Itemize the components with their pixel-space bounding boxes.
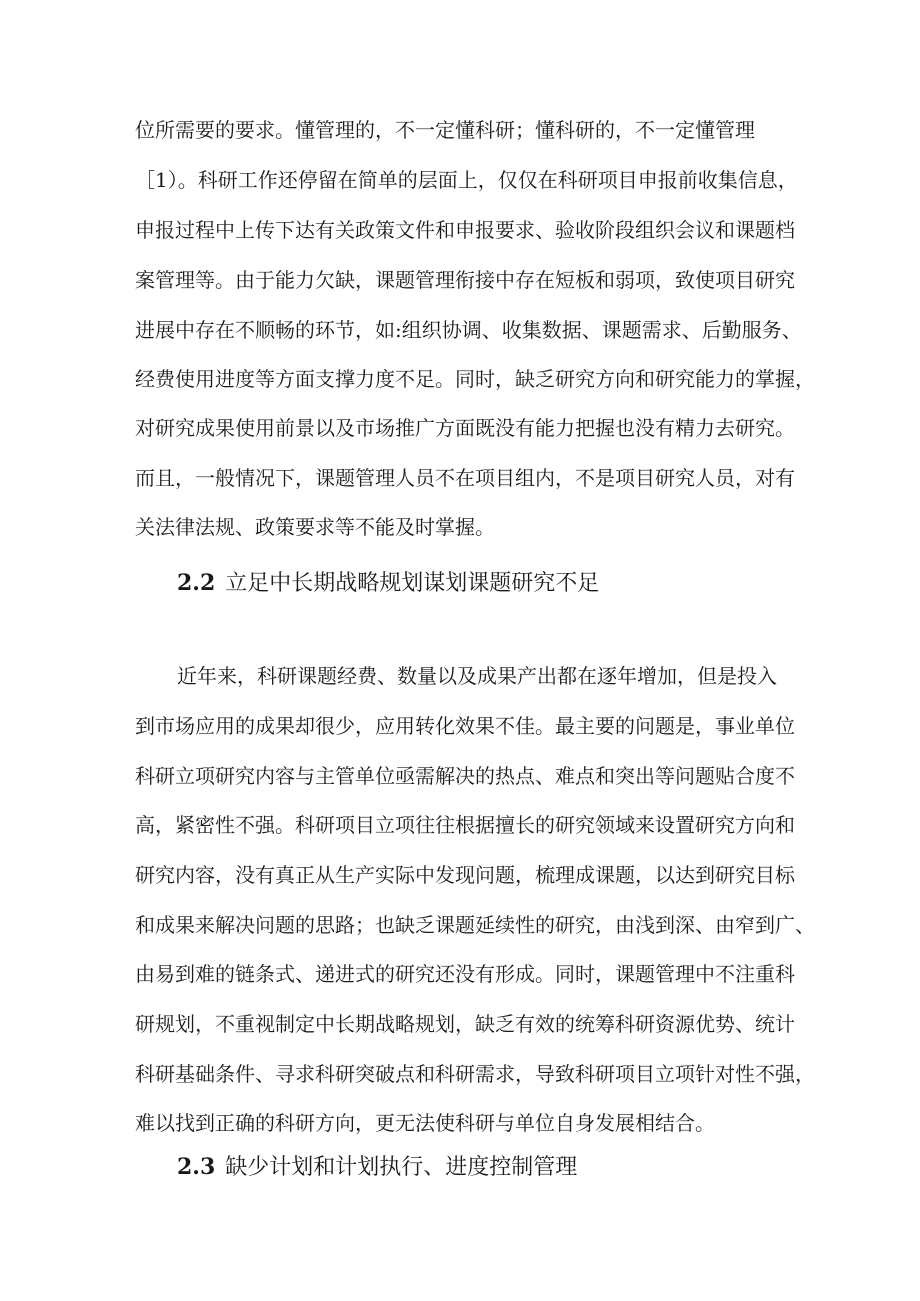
paragraph-line: 科研立项研究内容与主管单位亟需解决的热点、难点和突出等问题贴合度不 [135,764,795,788]
paragraph-line: 和成果来解决问题的思路；也缺乏课题延续性的研究，由浅到深、由窄到广、 [135,913,815,937]
paragraph-line: 到市场应用的成果却很少，应用转化效果不佳。最主要的问题是，事业单位 [135,714,795,738]
paragraph-line: 由易到难的链条式、递进式的研究还没有形成。同时，课题管理中不注重科 [135,962,795,986]
section-heading-2-3 [177,1154,577,1181]
paragraph-line: 对研究成果使用前景以及市场推广方面既没有能力把握也没有精力去研究。 [135,416,795,440]
paragraph-line: 研规划，不重视制定中长期战略规划，缺乏有效的统筹科研资源优势、统计 [135,1012,795,1036]
paragraph-line: ［1）。科研工作还停留在简单的层面上，仅仅在科研项目申报前收集信息， [135,168,798,192]
paragraph-line: 近年来，科研课题经费、数量以及成果产出都在逐年增加，但是投入 [177,664,777,688]
paragraph-line: 难以找到正确的科研方向，更无法使科研与单位自身发展相结合。 [135,1111,715,1135]
section-number: 2.2 [177,570,216,596]
section-title: 立足中长期战略规划谋划课题研究不足 [225,571,600,596]
paragraph-line: 申报过程中上传下达有关政策文件和申报要求、验收阶段组织会议和课题档 [135,218,795,242]
section-heading-2-2 [177,570,599,597]
paragraph-line: 研究内容，没有真正从生产实际中发现问题，梳理成课题，以达到研究目标 [135,863,795,887]
paragraph-line: 关法律法规、政策要求等不能及时掌握。 [135,515,495,539]
paragraph-line: 高，紧密性不强。科研项目立项往往根据擅长的研究领域来设置研究方向和 [135,813,795,837]
section-title: 缺少计划和计划执行、进度控制管理 [225,1155,578,1180]
paragraph-line: 经费使用进度等方面支撑力度不足。同时，缺乏研究方向和研究能力的掌握， [135,367,815,391]
paragraph-line: 科研基础条件、寻求科研突破点和科研需求，导致科研项目立项针对性不强， [135,1062,815,1086]
section-number: 2.3 [177,1154,216,1180]
paragraph-line: 位所需要的要求。懂管理的，不一定懂科研；懂科研的，不一定懂管理 [135,118,755,142]
paragraph-line: 而且，一般情况下，课题管理人员不在项目组内，不是项目研究人员，对有 [135,466,795,490]
paragraph-line: 案管理等。由于能力欠缺，课题管理衔接中存在短板和弱项，致使项目研究 [135,268,795,292]
paragraph-line: 进展中存在不顺畅的环节，如:组织协调、收集数据、课题需求、后勤服务、 [135,318,802,342]
